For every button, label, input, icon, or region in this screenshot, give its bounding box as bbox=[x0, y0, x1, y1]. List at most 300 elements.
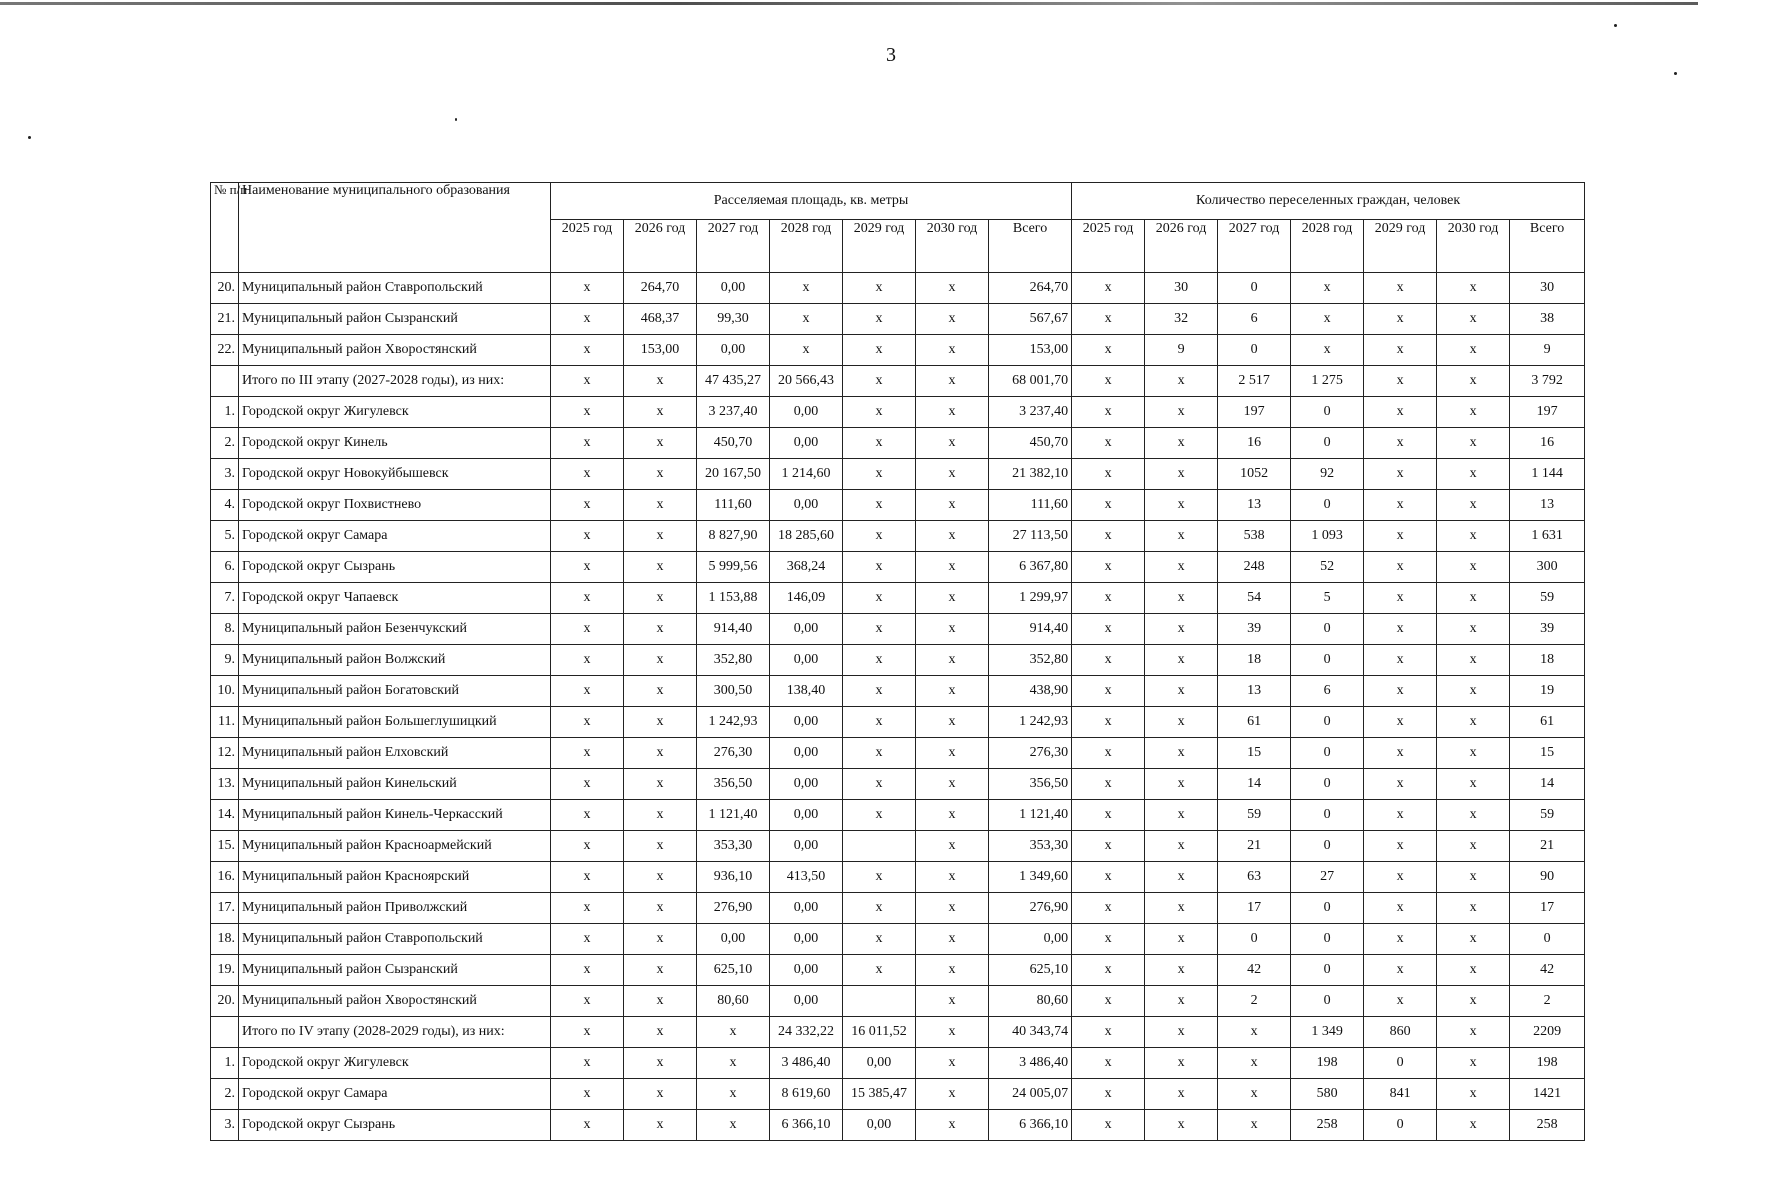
people-cell: x bbox=[1145, 1079, 1218, 1110]
people-total-cell: 21 bbox=[1510, 831, 1585, 862]
people-cell: x bbox=[1364, 521, 1437, 552]
people-cell: x bbox=[1437, 583, 1510, 614]
area-cell: 276,90 bbox=[697, 893, 770, 924]
row-number: 1. bbox=[211, 1048, 239, 1079]
people-cell: 30 bbox=[1145, 273, 1218, 304]
area-cell: x bbox=[624, 924, 697, 955]
area-cell: x bbox=[770, 273, 843, 304]
people-total-cell: 90 bbox=[1510, 862, 1585, 893]
table-body bbox=[211, 273, 1585, 1141]
area-cell: x bbox=[551, 738, 624, 769]
row-number: 20. bbox=[211, 986, 239, 1017]
people-cell: x bbox=[1218, 1048, 1291, 1079]
area-cell: 24 332,22 bbox=[770, 1017, 843, 1048]
area-cell: x bbox=[843, 955, 916, 986]
people-cell: 18 bbox=[1218, 645, 1291, 676]
row-number bbox=[211, 1017, 239, 1048]
area-cell: x bbox=[843, 583, 916, 614]
area-cell: x bbox=[551, 614, 624, 645]
area-cell: x bbox=[843, 614, 916, 645]
people-cell: x bbox=[1364, 769, 1437, 800]
people-total-cell: 30 bbox=[1510, 273, 1585, 304]
area-cell: 0,00 bbox=[770, 645, 843, 676]
header-year: 2025 год bbox=[1072, 220, 1145, 273]
people-cell: x bbox=[1072, 645, 1145, 676]
people-cell: 2 bbox=[1218, 986, 1291, 1017]
area-cell bbox=[843, 831, 916, 862]
area-cell: x bbox=[624, 428, 697, 459]
people-cell: x bbox=[1364, 552, 1437, 583]
people-total-cell: 16 bbox=[1510, 428, 1585, 459]
people-total-cell: 2209 bbox=[1510, 1017, 1585, 1048]
area-cell: x bbox=[624, 893, 697, 924]
people-cell: 0 bbox=[1291, 955, 1364, 986]
area-cell: 0,00 bbox=[770, 738, 843, 769]
people-cell: x bbox=[1437, 366, 1510, 397]
people-total-cell: 1 144 bbox=[1510, 459, 1585, 490]
area-cell: x bbox=[624, 955, 697, 986]
people-cell: 39 bbox=[1218, 614, 1291, 645]
area-cell: x bbox=[916, 459, 989, 490]
area-total-cell: 567,67 bbox=[989, 304, 1072, 335]
area-cell: x bbox=[624, 1079, 697, 1110]
people-cell: x bbox=[1364, 273, 1437, 304]
area-cell: x bbox=[916, 366, 989, 397]
people-cell: 0 bbox=[1291, 428, 1364, 459]
people-cell: 860 bbox=[1364, 1017, 1437, 1048]
people-cell: 0 bbox=[1218, 924, 1291, 955]
area-cell: x bbox=[551, 769, 624, 800]
area-cell: x bbox=[916, 769, 989, 800]
people-cell: x bbox=[1364, 614, 1437, 645]
area-cell: x bbox=[843, 304, 916, 335]
row-number: 8. bbox=[211, 614, 239, 645]
area-cell: x bbox=[551, 1048, 624, 1079]
table-row bbox=[211, 986, 1585, 1017]
area-cell: x bbox=[551, 428, 624, 459]
people-cell: x bbox=[1072, 862, 1145, 893]
people-cell: x bbox=[1145, 738, 1218, 769]
people-total-cell: 59 bbox=[1510, 583, 1585, 614]
municipality-name: Муниципальный район Сызранский bbox=[239, 955, 551, 986]
people-total-cell: 14 bbox=[1510, 769, 1585, 800]
header-year: 2030 год bbox=[916, 220, 989, 273]
municipality-name: Городской округ Жигулевск bbox=[239, 1048, 551, 1079]
area-cell: x bbox=[624, 614, 697, 645]
row-number: 3. bbox=[211, 1110, 239, 1141]
area-cell: x bbox=[916, 676, 989, 707]
area-cell: x bbox=[843, 490, 916, 521]
people-cell: x bbox=[1072, 304, 1145, 335]
people-cell: x bbox=[1072, 1017, 1145, 1048]
area-cell: 0,00 bbox=[770, 614, 843, 645]
people-cell: x bbox=[1291, 335, 1364, 366]
people-cell: x bbox=[1072, 397, 1145, 428]
people-cell: x bbox=[1364, 676, 1437, 707]
header-year: 2028 год bbox=[770, 220, 843, 273]
area-cell: 356,50 bbox=[697, 769, 770, 800]
area-cell: 0,00 bbox=[843, 1110, 916, 1141]
scan-speck bbox=[1674, 72, 1677, 75]
row-number: 5. bbox=[211, 521, 239, 552]
area-cell: x bbox=[551, 273, 624, 304]
people-cell: x bbox=[1145, 769, 1218, 800]
area-cell: 99,30 bbox=[697, 304, 770, 335]
people-cell: x bbox=[1072, 676, 1145, 707]
table-row bbox=[211, 273, 1585, 304]
area-cell: x bbox=[916, 583, 989, 614]
people-cell: x bbox=[1364, 645, 1437, 676]
area-total-cell: 40 343,74 bbox=[989, 1017, 1072, 1048]
area-cell: x bbox=[916, 1017, 989, 1048]
row-number: 22. bbox=[211, 335, 239, 366]
people-cell: x bbox=[1364, 397, 1437, 428]
area-cell: x bbox=[916, 521, 989, 552]
people-cell: x bbox=[1072, 273, 1145, 304]
row-number: 9. bbox=[211, 645, 239, 676]
people-cell: x bbox=[1437, 335, 1510, 366]
people-cell: 32 bbox=[1145, 304, 1218, 335]
area-cell: x bbox=[624, 831, 697, 862]
people-cell: x bbox=[1072, 459, 1145, 490]
area-cell: x bbox=[624, 800, 697, 831]
area-cell: x bbox=[843, 552, 916, 583]
area-cell: x bbox=[551, 800, 624, 831]
area-cell: 47 435,27 bbox=[697, 366, 770, 397]
people-cell: x bbox=[1437, 273, 1510, 304]
people-cell: 6 bbox=[1291, 676, 1364, 707]
people-cell: 0 bbox=[1291, 986, 1364, 1017]
area-cell: x bbox=[843, 645, 916, 676]
area-cell: x bbox=[916, 986, 989, 1017]
municipality-name: Муниципальный район Хворостянский bbox=[239, 986, 551, 1017]
people-cell: 13 bbox=[1218, 490, 1291, 521]
people-cell: 0 bbox=[1291, 738, 1364, 769]
row-number: 1. bbox=[211, 397, 239, 428]
table-header bbox=[211, 183, 1585, 273]
area-cell: x bbox=[843, 769, 916, 800]
table-row bbox=[211, 676, 1585, 707]
people-cell: x bbox=[1145, 831, 1218, 862]
header-year: 2030 год bbox=[1437, 220, 1510, 273]
people-cell: x bbox=[1072, 428, 1145, 459]
area-cell: x bbox=[624, 986, 697, 1017]
municipality-name: Городской округ Новокуйбышевск bbox=[239, 459, 551, 490]
area-total-cell: 3 486,40 bbox=[989, 1048, 1072, 1079]
people-cell: 248 bbox=[1218, 552, 1291, 583]
area-cell: 914,40 bbox=[697, 614, 770, 645]
scan-speck bbox=[1614, 24, 1617, 27]
area-total-cell: 27 113,50 bbox=[989, 521, 1072, 552]
area-cell: 1 242,93 bbox=[697, 707, 770, 738]
people-cell: 21 bbox=[1218, 831, 1291, 862]
scan-speck bbox=[455, 118, 457, 121]
area-cell: x bbox=[843, 428, 916, 459]
municipality-name: Муниципальный район Красноармейский bbox=[239, 831, 551, 862]
area-total-cell: 1 349,60 bbox=[989, 862, 1072, 893]
area-cell: x bbox=[916, 1048, 989, 1079]
area-total-cell: 1 242,93 bbox=[989, 707, 1072, 738]
people-cell: x bbox=[1437, 831, 1510, 862]
row-number: 10. bbox=[211, 676, 239, 707]
area-total-cell: 914,40 bbox=[989, 614, 1072, 645]
area-cell: 368,24 bbox=[770, 552, 843, 583]
row-number: 3. bbox=[211, 459, 239, 490]
people-cell: x bbox=[1364, 924, 1437, 955]
area-cell: 138,40 bbox=[770, 676, 843, 707]
people-cell: x bbox=[1437, 552, 1510, 583]
area-cell: 8 827,90 bbox=[697, 521, 770, 552]
people-cell: x bbox=[1437, 1048, 1510, 1079]
header-area-group: Расселяемая площадь, кв. метры bbox=[551, 183, 1072, 220]
people-cell: 14 bbox=[1218, 769, 1291, 800]
people-cell: x bbox=[1364, 304, 1437, 335]
people-cell: 580 bbox=[1291, 1079, 1364, 1110]
people-cell: x bbox=[1145, 397, 1218, 428]
municipality-name: Городской округ Чапаевск bbox=[239, 583, 551, 614]
area-cell: x bbox=[624, 1110, 697, 1141]
table-row bbox=[211, 831, 1585, 862]
municipality-name: Муниципальный район Кинельский bbox=[239, 769, 551, 800]
area-cell: 0,00 bbox=[770, 893, 843, 924]
people-cell: 0 bbox=[1218, 273, 1291, 304]
area-cell: x bbox=[551, 552, 624, 583]
area-total-cell: 264,70 bbox=[989, 273, 1072, 304]
people-cell: 0 bbox=[1291, 645, 1364, 676]
people-cell: x bbox=[1437, 1110, 1510, 1141]
people-cell: x bbox=[1072, 707, 1145, 738]
municipality-name: Муниципальный район Сызранский bbox=[239, 304, 551, 335]
people-cell: 61 bbox=[1218, 707, 1291, 738]
area-total-cell: 6 367,80 bbox=[989, 552, 1072, 583]
people-cell: 63 bbox=[1218, 862, 1291, 893]
row-number: 17. bbox=[211, 893, 239, 924]
people-cell: x bbox=[1145, 893, 1218, 924]
area-cell: x bbox=[843, 521, 916, 552]
area-cell: x bbox=[916, 738, 989, 769]
area-cell: x bbox=[551, 490, 624, 521]
people-cell: x bbox=[1437, 1017, 1510, 1048]
municipality-name: Городской округ Сызрань bbox=[239, 1110, 551, 1141]
people-cell: 0 bbox=[1291, 614, 1364, 645]
people-cell: 54 bbox=[1218, 583, 1291, 614]
municipality-name: Муниципальный район Кинель-Черкасский bbox=[239, 800, 551, 831]
people-cell: x bbox=[1437, 428, 1510, 459]
area-cell: x bbox=[916, 490, 989, 521]
people-cell: x bbox=[1145, 428, 1218, 459]
people-cell: x bbox=[1072, 521, 1145, 552]
table-row bbox=[211, 769, 1585, 800]
people-cell: x bbox=[1145, 583, 1218, 614]
area-cell: x bbox=[624, 676, 697, 707]
people-cell: x bbox=[1437, 645, 1510, 676]
people-cell: x bbox=[1437, 304, 1510, 335]
people-cell: x bbox=[1145, 1048, 1218, 1079]
area-cell: 18 285,60 bbox=[770, 521, 843, 552]
table-row bbox=[211, 1110, 1585, 1141]
people-total-cell: 59 bbox=[1510, 800, 1585, 831]
row-number: 19. bbox=[211, 955, 239, 986]
municipality-name: Муниципальный район Елховский bbox=[239, 738, 551, 769]
municipality-name: Муниципальный район Безенчукский bbox=[239, 614, 551, 645]
area-cell: 352,80 bbox=[697, 645, 770, 676]
area-cell: 276,30 bbox=[697, 738, 770, 769]
area-cell: x bbox=[624, 521, 697, 552]
area-cell: x bbox=[916, 800, 989, 831]
area-total-cell: 1 121,40 bbox=[989, 800, 1072, 831]
area-cell: x bbox=[843, 924, 916, 955]
table-row bbox=[211, 862, 1585, 893]
area-cell: x bbox=[697, 1110, 770, 1141]
area-total-cell: 625,10 bbox=[989, 955, 1072, 986]
area-cell: x bbox=[916, 614, 989, 645]
table-row bbox=[211, 304, 1585, 335]
people-cell: x bbox=[1437, 738, 1510, 769]
people-total-cell: 18 bbox=[1510, 645, 1585, 676]
area-cell: x bbox=[624, 490, 697, 521]
people-cell: 0 bbox=[1291, 397, 1364, 428]
row-number: 2. bbox=[211, 428, 239, 459]
area-cell: x bbox=[916, 955, 989, 986]
header-name: Наименование муниципального образования bbox=[239, 183, 551, 273]
table-row bbox=[211, 614, 1585, 645]
people-cell: x bbox=[1072, 1079, 1145, 1110]
area-cell: x bbox=[551, 335, 624, 366]
area-cell: 3 237,40 bbox=[697, 397, 770, 428]
table-row bbox=[211, 800, 1585, 831]
people-cell: x bbox=[1145, 707, 1218, 738]
people-cell: x bbox=[1145, 645, 1218, 676]
table-row bbox=[211, 397, 1585, 428]
people-cell: x bbox=[1145, 366, 1218, 397]
people-cell: x bbox=[1364, 459, 1437, 490]
people-cell: 6 bbox=[1218, 304, 1291, 335]
row-number: 15. bbox=[211, 831, 239, 862]
area-cell: x bbox=[551, 1079, 624, 1110]
people-total-cell: 198 bbox=[1510, 1048, 1585, 1079]
people-cell: x bbox=[1145, 614, 1218, 645]
people-cell: 0 bbox=[1291, 924, 1364, 955]
people-cell: 0 bbox=[1291, 769, 1364, 800]
people-cell: 1 275 bbox=[1291, 366, 1364, 397]
area-cell: 936,10 bbox=[697, 862, 770, 893]
people-total-cell: 0 bbox=[1510, 924, 1585, 955]
people-total-cell: 13 bbox=[1510, 490, 1585, 521]
area-cell: x bbox=[843, 738, 916, 769]
area-cell: x bbox=[770, 304, 843, 335]
area-cell: x bbox=[843, 397, 916, 428]
area-cell: x bbox=[843, 335, 916, 366]
area-cell: x bbox=[624, 397, 697, 428]
people-cell: 9 bbox=[1145, 335, 1218, 366]
people-cell: 5 bbox=[1291, 583, 1364, 614]
table-row bbox=[211, 645, 1585, 676]
row-number: 6. bbox=[211, 552, 239, 583]
area-cell: 0,00 bbox=[697, 335, 770, 366]
area-cell: x bbox=[624, 645, 697, 676]
municipality-name: Муниципальный район Большеглушицкий bbox=[239, 707, 551, 738]
header-year: 2026 год bbox=[1145, 220, 1218, 273]
area-cell: x bbox=[916, 831, 989, 862]
people-cell: 0 bbox=[1364, 1048, 1437, 1079]
page-number: 3 bbox=[886, 44, 896, 66]
people-total-cell: 1421 bbox=[1510, 1079, 1585, 1110]
area-cell: x bbox=[551, 831, 624, 862]
people-cell: x bbox=[1145, 800, 1218, 831]
people-cell: x bbox=[1437, 800, 1510, 831]
people-total-cell: 61 bbox=[1510, 707, 1585, 738]
people-total-cell: 38 bbox=[1510, 304, 1585, 335]
area-cell: x bbox=[551, 1110, 624, 1141]
people-cell: 0 bbox=[1291, 800, 1364, 831]
people-cell: x bbox=[1072, 335, 1145, 366]
municipality-name: Городской округ Жигулевск bbox=[239, 397, 551, 428]
table-row bbox=[211, 893, 1585, 924]
people-cell: x bbox=[1364, 831, 1437, 862]
people-cell: x bbox=[1145, 459, 1218, 490]
people-cell: x bbox=[1437, 955, 1510, 986]
row-number: 11. bbox=[211, 707, 239, 738]
people-cell: x bbox=[1072, 583, 1145, 614]
area-cell: x bbox=[551, 893, 624, 924]
people-cell: x bbox=[1364, 428, 1437, 459]
municipality-name: Городской округ Самара bbox=[239, 521, 551, 552]
municipality-name: Городской округ Сызрань bbox=[239, 552, 551, 583]
people-cell: x bbox=[1364, 955, 1437, 986]
area-total-cell: 352,80 bbox=[989, 645, 1072, 676]
row-number: 21. bbox=[211, 304, 239, 335]
people-cell: x bbox=[1072, 924, 1145, 955]
people-total-cell: 197 bbox=[1510, 397, 1585, 428]
people-cell: x bbox=[1437, 769, 1510, 800]
table-row bbox=[211, 459, 1585, 490]
scan-edge-line bbox=[0, 2, 1698, 5]
area-cell: 0,00 bbox=[843, 1048, 916, 1079]
area-cell: x bbox=[624, 862, 697, 893]
table-row bbox=[211, 1079, 1585, 1110]
row-number: 4. bbox=[211, 490, 239, 521]
area-cell: 20 167,50 bbox=[697, 459, 770, 490]
people-cell: x bbox=[1437, 676, 1510, 707]
area-cell: x bbox=[697, 1017, 770, 1048]
people-cell: x bbox=[1364, 707, 1437, 738]
people-cell: x bbox=[1364, 366, 1437, 397]
people-cell: 13 bbox=[1218, 676, 1291, 707]
header-year: 2027 год bbox=[697, 220, 770, 273]
area-cell: x bbox=[551, 583, 624, 614]
area-cell: x bbox=[551, 304, 624, 335]
table-row bbox=[211, 1048, 1585, 1079]
people-cell: x bbox=[1145, 955, 1218, 986]
people-cell: x bbox=[1437, 707, 1510, 738]
area-cell: x bbox=[551, 862, 624, 893]
area-cell: 0,00 bbox=[770, 955, 843, 986]
people-cell: x bbox=[1364, 893, 1437, 924]
people-cell: x bbox=[1145, 521, 1218, 552]
header-num: № п/п bbox=[211, 183, 239, 273]
table-row bbox=[211, 552, 1585, 583]
area-cell: 5 999,56 bbox=[697, 552, 770, 583]
people-cell: 0 bbox=[1291, 707, 1364, 738]
area-cell: x bbox=[770, 335, 843, 366]
people-cell: 15 bbox=[1218, 738, 1291, 769]
people-cell: x bbox=[1437, 1079, 1510, 1110]
subtotal-row bbox=[211, 366, 1585, 397]
people-total-cell: 39 bbox=[1510, 614, 1585, 645]
area-cell: x bbox=[916, 1110, 989, 1141]
municipality-name: Городской округ Самара bbox=[239, 1079, 551, 1110]
area-cell: x bbox=[916, 335, 989, 366]
